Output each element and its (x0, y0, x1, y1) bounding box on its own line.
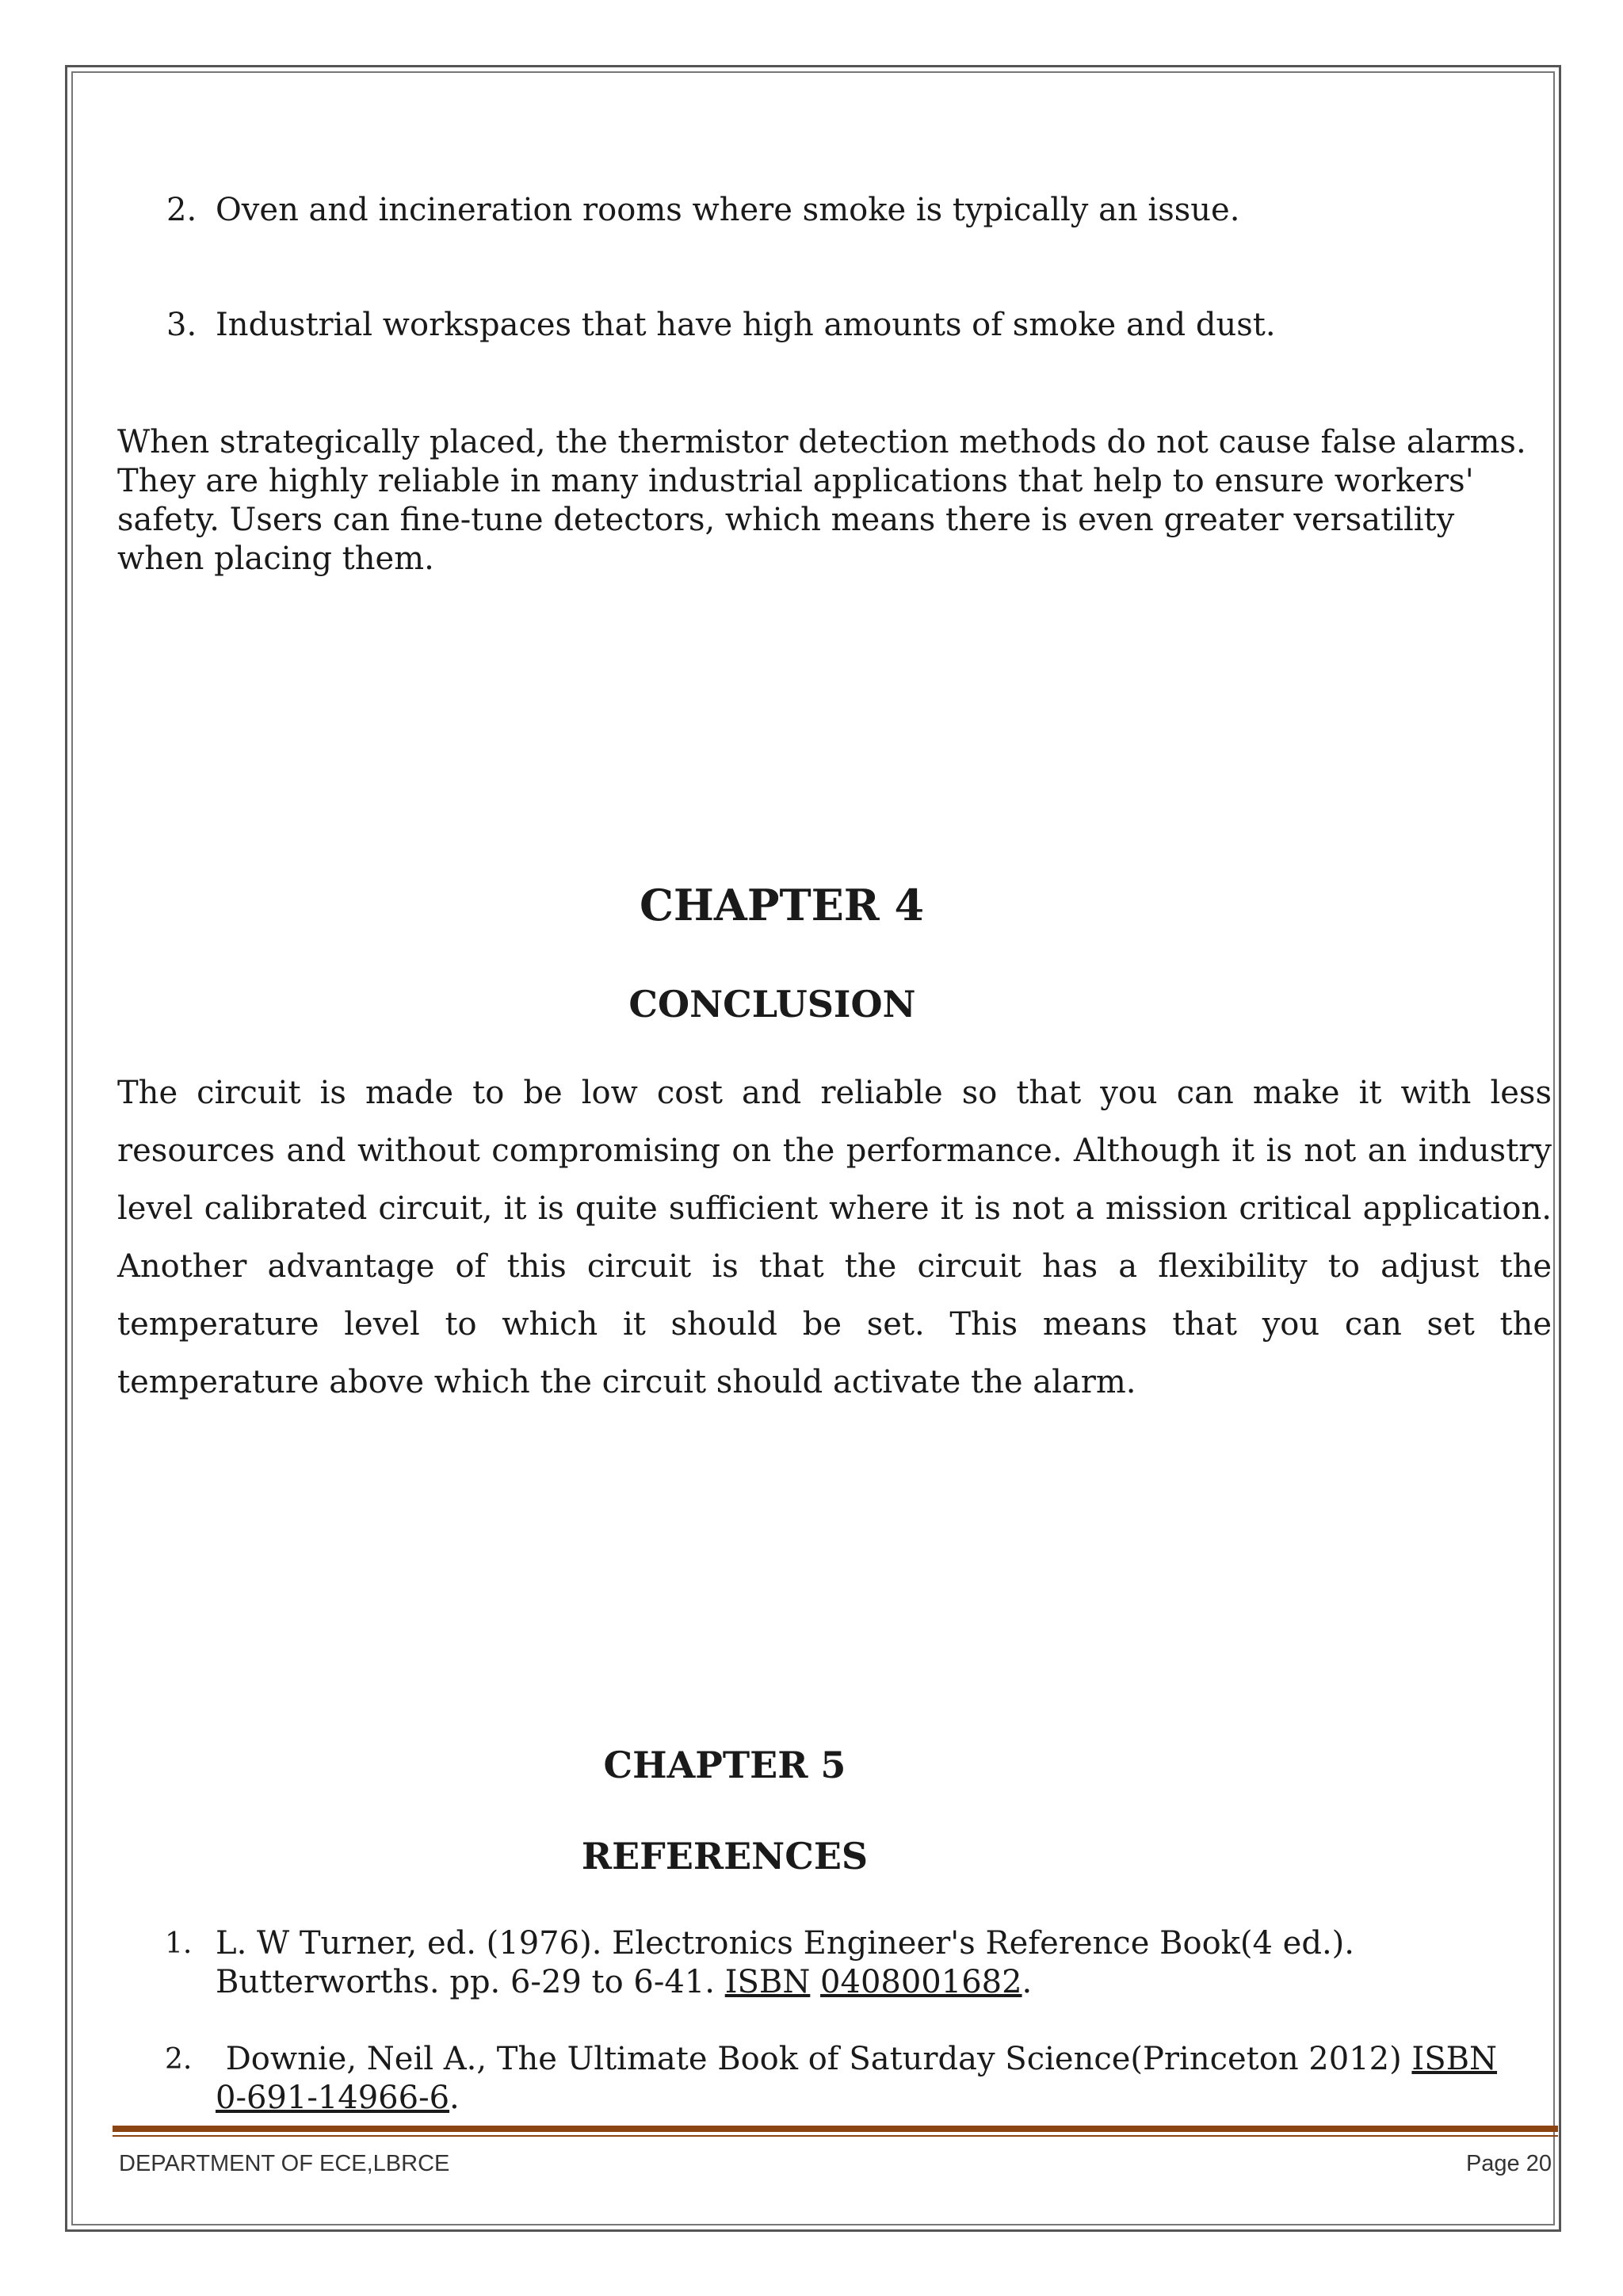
footer-rule (113, 2126, 1558, 2132)
conclusion-paragraph: The circuit is made to be low cost and reliable so that you can make it with less resources and without compromising on the performance. Although it is not an industry level calibrated circuit, it is quite sufficient where it is not a mission critical application. Another advantage of this circuit is that the circuit has a flexibility to adjust the temperature level to which it should be set. This means that you can set the temperature above which the circuit should activate the alarm. (117, 1075, 1552, 1400)
references-heading: REFERENCES (581, 1835, 869, 1878)
list-item-number: 2. (166, 192, 197, 228)
chapter-5-heading: CHAPTER 5 (603, 1744, 846, 1786)
list-item-text: Industrial workspaces that have high amounts of smoke and dust. (216, 307, 1276, 343)
isbn-number-link[interactable]: 0-691-14966-6 (216, 2080, 450, 2116)
isbn-link[interactable]: ISBN (724, 1964, 811, 2000)
footer-department: DEPARTMENT OF ECE,LBRCE (119, 2151, 450, 2176)
list-item-text: Oven and incineration rooms where smoke is typically an issue. (216, 192, 1240, 228)
conclusion-heading: CONCLUSION (628, 983, 916, 1026)
list-item (166, 190, 1514, 230)
list-item-number: 3. (166, 307, 197, 343)
reference-number: 2. (165, 2043, 193, 2076)
isbn-link[interactable]: ISBN (1411, 2041, 1498, 2077)
footer-page-number: Page 20 (1465, 2151, 1552, 2176)
list-item (166, 305, 1514, 345)
footer-rule-thin (113, 2135, 1558, 2137)
reference-text (216, 1924, 1528, 2002)
isbn-number-link[interactable]: 0408001682 (820, 1964, 1022, 2000)
body-paragraph: When strategically placed, the thermistor detection methods do not cause false alarms. They are highly reliable in many industrial applications that help to ensure workers' safety. Users can fine-tune detectors, which means there is even greater versatility when placing them. (117, 424, 1526, 577)
reference-citation: L. W Turner, ed. (1976). Electronics Engineer's Reference Book(4 ed.). Butterworths. pp. 6-29 to 6-41. (216, 1925, 1354, 2000)
reference-item (165, 2040, 1528, 2118)
reference-end: . (449, 2080, 460, 2116)
reference-text (216, 2040, 1528, 2118)
reference-end: . (1022, 1964, 1033, 2000)
reference-number: 1. (165, 1927, 193, 1960)
reference-item (165, 1924, 1528, 2002)
chapter-4-heading: CHAPTER 4 (639, 880, 925, 930)
reference-citation: Downie, Neil A., The Ultimate Book of Saturday Science(Princeton 2012) (216, 2041, 1412, 2077)
